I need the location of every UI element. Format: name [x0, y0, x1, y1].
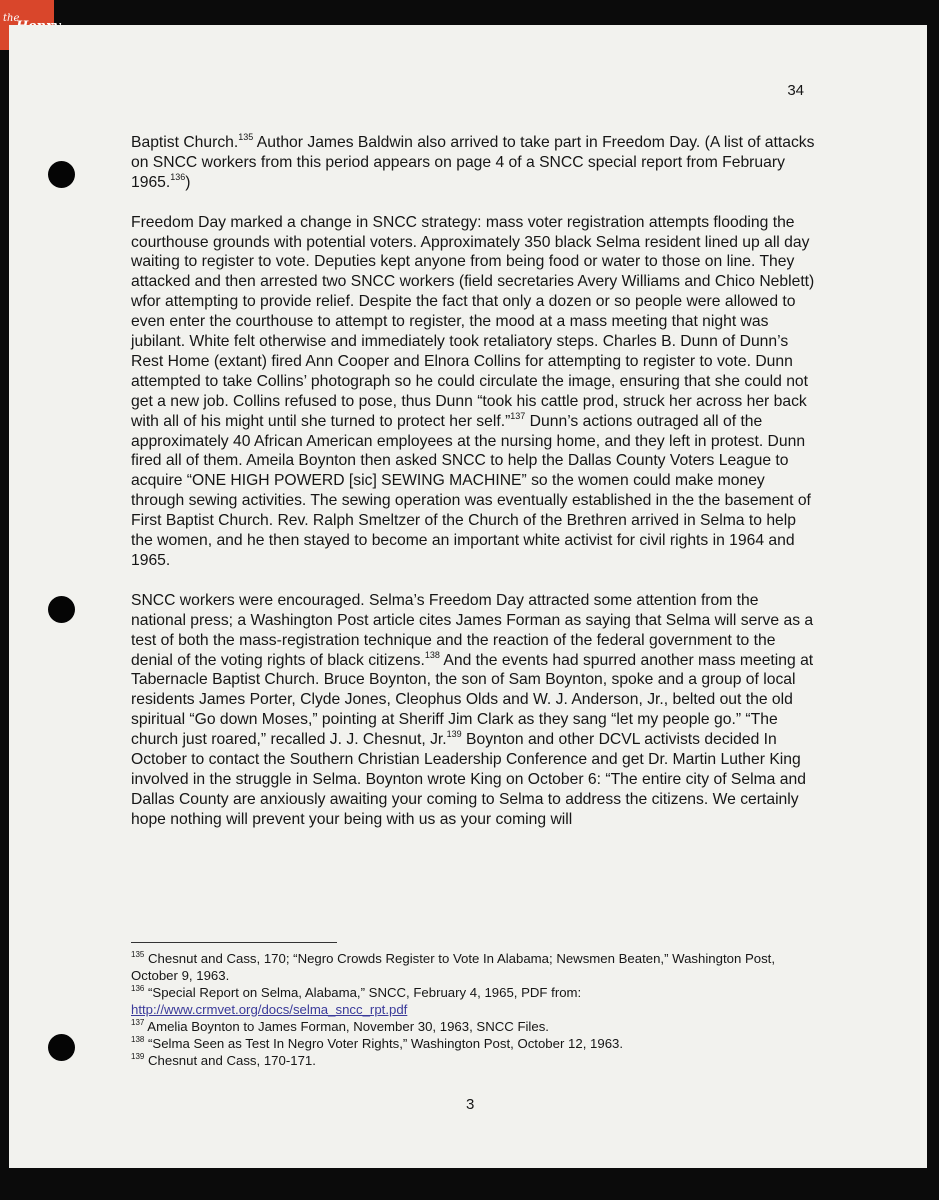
punch-hole: [48, 1034, 75, 1061]
footnote-reference: 135: [238, 132, 254, 142]
paragraph: [131, 213, 815, 571]
logo-the: the: [3, 13, 20, 24]
footnote-number: 138: [131, 1035, 145, 1044]
paragraph-text: Baptist Church.: [131, 134, 239, 151]
footnote-reference: 137: [510, 410, 526, 421]
footnote-reference: 138: [424, 649, 440, 660]
footnote-link[interactable]: http://www.crmvet.org/docs/selma_sncc_rpt.pdf: [131, 1002, 408, 1017]
paragraph-text: Boynton and other DCVL activists decided In October to contact the Southern Christian Leadership Conference and get Dr. Martin Luther King involved in the struggle in Selma. Boynton wrote King on October 6: “The entire city of Selma and Dallas County are anxiously awaiting your coming to Selma to address the citizens. We certainly hope nothing will prevent your being with us as your coming will: [131, 731, 806, 828]
body-text: [131, 133, 815, 850]
punch-hole: [48, 596, 75, 623]
paragraph-text: Freedom Day marked a change in SNCC strategy: mass voter registration attempts flooding the courthouse grounds with potential voters. Approximately 350 black Selma resident lined up all day waiting to register to vote. Deputies kept anyone from being food or water to those on line. They attacked and then arrested two SNCC workers (field secretaries Avery Williams and Chico Neblett) wfor attempting to provide relief. Despite the fact that only a dozen or so people were allowed to even enter the courthouse to attempt to register, the mood at a mass meeting that night was jubilant. White felt otherwise and immediately took retaliatory steps. Charles B. Dunn of Dunn’s Rest Home (extant) fired Ann Cooper and Elnora Collins for attempting to register to vote. Dunn attempted to take Collins’ photograph so he could circulate the image, ensuring that she could not get a new job. Collins refused to pose, thus Dunn “took his cattle prod, struck her across her back with all of his might until she turned to protect her self.”: [131, 213, 815, 430]
document-page: [9, 25, 927, 1168]
paragraph-text: Author James Baldwin also arrived to take part in Freedom Day. (A list of attacks on SNCC workers from this period appears on page 4 of a SNCC special report from February 1965.: [131, 134, 815, 191]
footnote-text: Chesnut and Cass, 170; “Negro Crowds Register to Vote In Alabama; Newsmen Beaten,” Washington Post, October 9, 1963.: [131, 951, 775, 983]
footnote-number: 139: [131, 1052, 145, 1061]
footnote-text: Amelia Boynton to James Forman, November 30, 1963, SNCC Files.: [144, 1019, 549, 1034]
footnotes: [131, 950, 815, 1069]
paragraph-text: And the events had spurred another mass meeting at Tabernacle Baptist Church. Bruce Boynton, the son of Sam Boynton, spoke and a group of local residents James Porter, Clyde Jones, Cleophus Olds and W. J. Anderson, Jr., belted out the old spiritual “Go down Moses,” pointing at Sheriff Jim Clark as they sang “let my people go.” “The church just roared,” recalled J. J. Chesnut, Jr.: [131, 651, 814, 749]
footnote: [131, 1018, 815, 1035]
page-number-bottom: 3: [466, 1096, 475, 1113]
footnote-divider: [131, 942, 337, 943]
footnote: [131, 1035, 815, 1052]
paragraph: [131, 591, 815, 830]
paragraph-text: ): [185, 173, 191, 191]
footnote-number: 136: [131, 984, 145, 993]
footnote-reference: 136: [170, 171, 186, 182]
page-number-top: 34: [787, 82, 804, 99]
footnote-text: Chesnut and Cass, 170-171.: [144, 1053, 316, 1068]
footnote-number: 135: [131, 950, 145, 959]
paragraph-text: Dunn’s actions outraged all of the approximately 40 African American employees at the nursing home, and they left in protest. Dunn fired all of them. Ameila Boynton then asked SNCC to help the Dallas County Voters League to acquire “ONE HIGH POWERD [sic] SEWING MACHINE” so the women could make money through sewing activities. The sewing operation was eventually established in the the basement of First Baptist Church. Rev. Ralph Smeltzer of the Church of the Brethren arrived in Selma to help the women, and he then stayed to become an important white activist for civil rights in 1964 and 1965.: [131, 412, 811, 570]
footnote: [131, 1052, 815, 1069]
footnote: [131, 950, 815, 984]
footnote-reference: 139: [446, 729, 462, 740]
footnote-text: “Selma Seen as Test In Negro Voter Rights,” Washington Post, October 12, 1963.: [144, 1036, 624, 1051]
paragraph: [131, 133, 815, 193]
footnote-text: “Special Report on Selma, Alabama,” SNCC, February 4, 1965, PDF from:: [144, 985, 582, 1000]
footnote: [131, 984, 815, 1018]
footnote-number: 137: [131, 1018, 145, 1027]
punch-hole: [48, 161, 75, 188]
paragraph-text: SNCC workers were encouraged. Selma’s Freedom Day attracted some attention from the national press; a Washington Post article cites James Forman as saying that Selma will serve as a test of both the mass-registration technique and the reaction of the federal government to the denial of the voting rights of black citizens.: [131, 591, 814, 669]
